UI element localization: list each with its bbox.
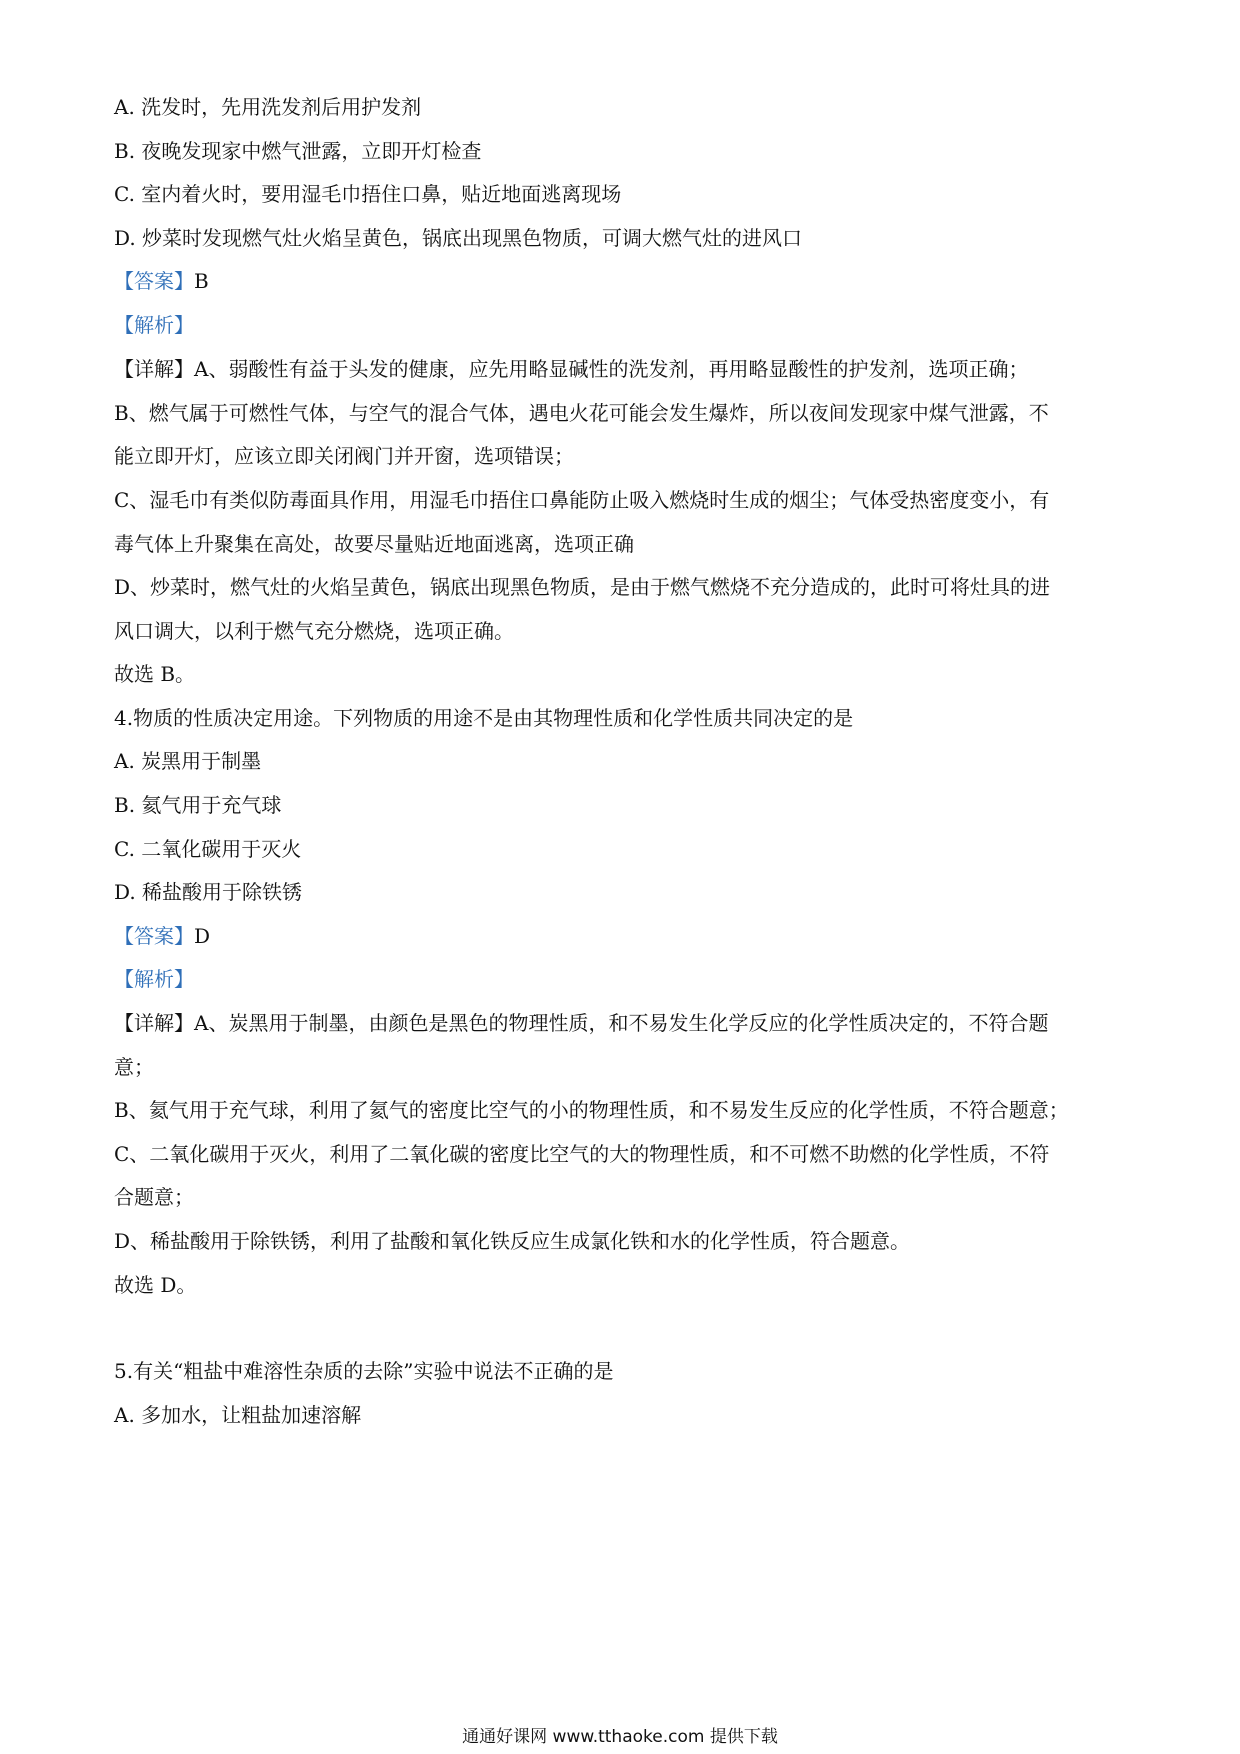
answer-tag: 【答案】 bbox=[114, 269, 194, 293]
q4-detail-line: 合题意； bbox=[114, 1185, 194, 1209]
q4-analysis-heading bbox=[114, 965, 1134, 993]
q4-detail-line: 意； bbox=[114, 1055, 154, 1079]
q4-detail-line: 【详解】A、炭黑用于制墨，由颜色是黑色的物理性质，和不易发生化学反应的化学性质决定的，不符合题 bbox=[114, 1011, 1049, 1035]
q3-analysis-heading bbox=[114, 311, 1134, 339]
q4-option-b: B. 氦气用于充气球 bbox=[114, 793, 282, 817]
q3-detail-line: B、燃气属于可燃性气体，与空气的混合气体，遇电火花可能会发生爆炸，所以夜间发现家中煤气泄露，不 bbox=[114, 401, 1049, 425]
q3-detail-line: C、湿毛巾有类似防毒面具作用，用湿毛巾捂住口鼻能防止吸入燃烧时生成的烟尘；气体受热密度变小，有 bbox=[114, 488, 1050, 512]
q4-stem: 4.物质的性质决定用途。下列物质的用途不是由其物理性质和化学性质共同决定的是 bbox=[114, 706, 854, 730]
analysis-tag: 【解析】 bbox=[114, 313, 194, 337]
q4-conclusion: 故选 D。 bbox=[114, 1273, 197, 1297]
q3-detail-line: D、炒菜时，燃气灶的火焰呈黄色，锅底出现黑色物质，是由于燃气燃烧不充分造成的，此时可将灶具的进 bbox=[114, 575, 1051, 599]
q3-conclusion: 故选 B。 bbox=[114, 662, 196, 686]
analysis-tag: 【解析】 bbox=[114, 967, 194, 991]
q3-detail-line: 【详解】A、弱酸性有益于头发的健康，应先用略显碱性的洗发剂，再用略显酸性的护发剂，选项正确； bbox=[114, 357, 1029, 381]
q3-option-b: B. 夜晚发现家中燃气泄露，立即开灯检查 bbox=[114, 139, 482, 163]
q3-answer bbox=[114, 267, 1134, 295]
q5-option-a: A. 多加水，让粗盐加速溶解 bbox=[114, 1403, 362, 1427]
q3-detail-line: 风口调大，以利于燃气充分燃烧，选项正确。 bbox=[114, 619, 514, 643]
q3-detail-line: 毒气体上升聚集在高处，故要尽量贴近地面逃离，选项正确 bbox=[114, 532, 634, 556]
q4-option-d: D. 稀盐酸用于除铁锈 bbox=[114, 880, 303, 904]
q4-detail-line: C、二氧化碳用于灭火，利用了二氧化碳的密度比空气的大的物理性质，和不可燃不助燃的化学性质，不符 bbox=[114, 1142, 1050, 1166]
q4-detail-line: D、稀盐酸用于除铁锈，利用了盐酸和氧化铁反应生成氯化铁和水的化学性质，符合题意。 bbox=[114, 1229, 911, 1253]
q3-option-d: D. 炒菜时发现燃气灶火焰呈黄色，锅底出现黑色物质，可调大燃气灶的进风口 bbox=[114, 226, 803, 250]
q4-option-a: A. 炭黑用于制墨 bbox=[114, 749, 262, 773]
answer-tag: 【答案】 bbox=[114, 924, 194, 948]
answer-value: B bbox=[194, 269, 209, 293]
q3-option-c: C. 室内着火时，要用湿毛巾捂住口鼻，贴近地面逃离现场 bbox=[114, 182, 622, 206]
q5-stem: 5.有关“粗盐中难溶性杂质的去除”实验中说法不正确的是 bbox=[114, 1359, 614, 1383]
q3-detail-line: 能立即开灯，应该立即关闭阀门并开窗，选项错误； bbox=[114, 444, 574, 468]
q4-detail-line: B、氦气用于充气球，利用了氦气的密度比空气的小的物理性质，和不易发生反应的化学性质，不符合题意； bbox=[114, 1098, 1069, 1122]
q4-option-c: C. 二氧化碳用于灭火 bbox=[114, 837, 302, 861]
q4-answer bbox=[114, 922, 1134, 950]
q3-option-a: A. 洗发时，先用洗发剂后用护发剂 bbox=[114, 95, 422, 119]
answer-value: D bbox=[194, 924, 211, 948]
page-footer: 通通好课网 www.tthaoke.com 提供下载 bbox=[462, 1727, 778, 1747]
